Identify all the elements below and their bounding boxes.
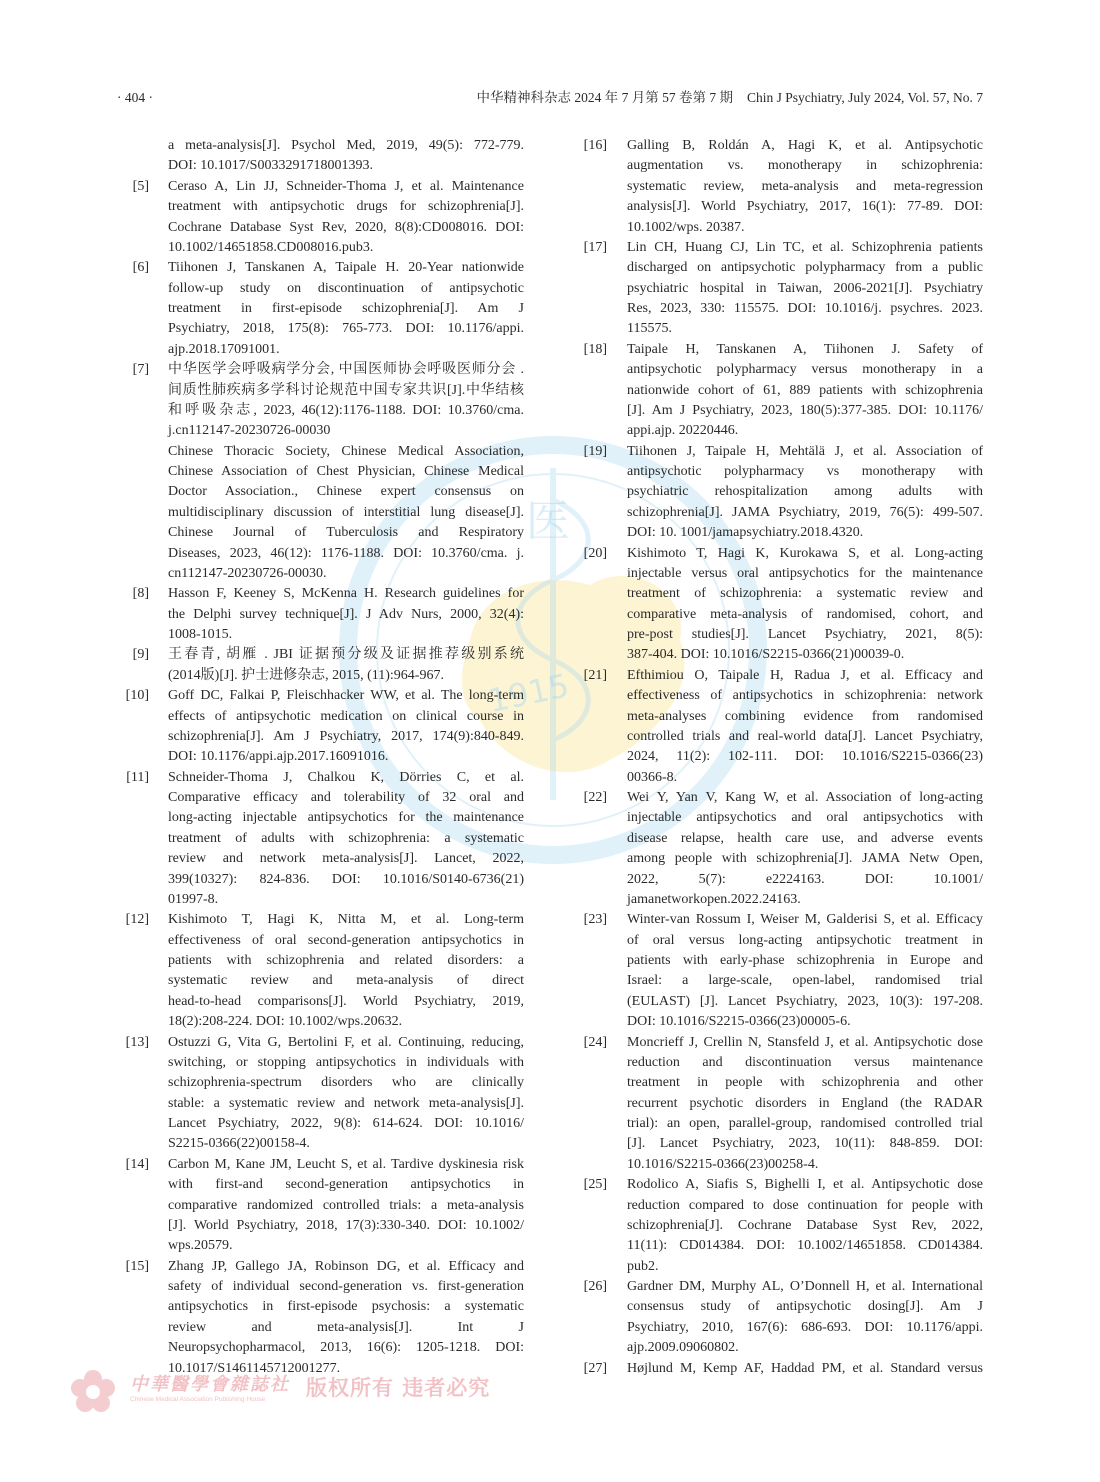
reference-text <box>168 910 524 1032</box>
reference-11 <box>108 768 524 911</box>
reference-line: 2022, 5(7): e2224163. DOI: 10.1001/ <box>627 871 983 887</box>
reference-21 <box>566 666 983 788</box>
reference-line: Schneider-Thoma J, Chalkou K, Dörries C, et al. <box>168 769 524 785</box>
reference-line: Kishimoto T, Hagi K, Kurokawa S, et al. Long-acting <box>627 545 983 561</box>
reference-line: discharged on antipsychotic polypharmacy from a public <box>627 260 983 276</box>
watermark-year: 1915 <box>484 666 573 721</box>
reference-line: effectiveness of oral second-generation antipsychotics in <box>168 932 524 948</box>
reference-number: [16] <box>583 138 607 153</box>
reference-line: a meta-analysis[J]. Psychol Med, 2019, 49(5): 772-779. <box>168 138 524 153</box>
reference-number: [27] <box>583 1360 607 1376</box>
reference-number: [11] <box>126 769 149 785</box>
reference-19 <box>566 442 983 544</box>
reference-line: 中华医学会呼吸病学分会, 中国医师协会呼吸医师分会 . <box>168 362 524 378</box>
reference-26 <box>566 1277 983 1359</box>
reference-line: j.cn112147-20230726-00030 <box>168 423 331 439</box>
reference-text <box>627 340 983 442</box>
reference-24 <box>566 1033 983 1176</box>
reference-line: Zhang JP, Gallego JA, Robinson DG, et al. Efficacy and <box>168 1258 524 1274</box>
running-header <box>117 88 983 108</box>
reference-line: Psychiatry, 2010, 167(6): 686-693. DOI: 10.1176/appi. <box>627 1319 983 1335</box>
reference-number: [13] <box>125 1034 149 1050</box>
reference-line: 王春青, 胡雁 . JBI 证据预分级及证据推荐级别系统 <box>168 647 524 663</box>
reference-text <box>627 666 983 788</box>
reference-line: DOI: 10.1176/appi.ajp.2017.16091016. <box>168 749 389 765</box>
reference-text <box>168 1033 524 1155</box>
reference-text <box>627 136 983 238</box>
reference-line: treatment in first-episode schizophrenia[J]. Am J <box>168 301 524 316</box>
reference-17 <box>566 238 983 340</box>
reference-line: Neuropsychopharmacol, 2013, 16(6): 1205-1218. DOI: <box>168 1340 524 1356</box>
reference-line: 387-404. DOI: 10.1016/S2215-0366(21)00039-0. <box>627 647 905 663</box>
reference-line: jamanetworkopen.2022.24163. <box>627 891 801 907</box>
reference-line: appi.ajp. 20220446. <box>627 423 739 439</box>
reference-9 <box>108 645 524 686</box>
reference-line: among people with schizophrenia[J]. JAMA Netw Open, <box>627 851 983 867</box>
reference-number: [9] <box>132 647 149 663</box>
reference-line: Chinese Journal of Tuberculosis and Respiratory <box>168 525 524 541</box>
reference-number: [5] <box>132 178 149 194</box>
reference-line: disease relapse, health care use, and adverse events <box>627 830 983 846</box>
reference-text <box>627 442 983 544</box>
reference-line: head-to-head comparisons[J]. World Psychiatry, 2019, <box>168 993 524 1009</box>
reference-number: [26] <box>583 1279 607 1294</box>
reference-10 <box>108 686 524 768</box>
reference-line: 399(10327): 824-836. DOI: 10.1016/S0140-6736(21) <box>168 871 524 887</box>
reference-text <box>168 1257 524 1379</box>
reference-line: systematic review, meta-analysis and meta-regression <box>627 178 983 194</box>
publisher-name-en: Chinese Medical Association Publishing House <box>130 1396 266 1403</box>
reference-line: treatment with antipsychotic drugs for schizophrenia[J]. <box>168 199 524 215</box>
reference-number: [18] <box>583 341 607 357</box>
reference-line: treatment in people with schizophrenia and other <box>627 1075 983 1091</box>
reference-text <box>627 1033 983 1176</box>
reference-text <box>627 1175 983 1277</box>
reference-line: Lancet Psychiatry, 2022, 9(8): 614-624. DOI: 10.1016/ <box>168 1116 524 1131</box>
reference-line: effects of antipsychotic medication on clinical course in <box>168 708 524 724</box>
reference-line: comparative meta-analysis of randomised, cohort, and <box>627 606 983 622</box>
reference-number: [25] <box>583 1177 607 1193</box>
reference-line: switching, or stopping antipsychotics in individuals with <box>168 1054 524 1070</box>
reference-line: wps.20579. <box>168 1238 233 1254</box>
reference-7 <box>108 360 524 584</box>
reference-line: 115575. <box>627 321 672 337</box>
reference-text <box>168 258 524 360</box>
reference-text <box>168 686 524 768</box>
reference-line: 10.1002/14651858.CD008016.pub3. <box>168 239 374 255</box>
reference-line: injectable versus oral antipsychotics for the maintenance <box>627 565 983 581</box>
reference-line: S2215-0366(22)00158-4. <box>168 1136 310 1152</box>
reference-line: (2014版)[J]. 护士进修杂志, 2015, (11):964-967. <box>168 667 444 683</box>
reference-27 <box>566 1359 983 1379</box>
reference-22 <box>566 788 983 910</box>
reference-line: comparative randomized controlled trials: a meta-analysis <box>168 1197 524 1213</box>
reference-line: Chinese Thoracic Society, Chinese Medical Association, <box>168 443 524 459</box>
reference-line: Goff DC, Falkai P, Fleischhacker WW, et al. The long-term <box>168 688 524 704</box>
reference-line: 10.1002/wps. 20387. <box>627 219 745 235</box>
reference-line: nationwide cohort of 61, 889 patients with schizophrenia <box>627 382 983 398</box>
reference-line: Moncrieff J, Crellin N, Stansfeld J, et al. Antipsychotic dose <box>627 1034 983 1050</box>
reference-text <box>627 1277 983 1359</box>
reference-line: consensus study of antipsychotic dosing[J]. Am J <box>627 1299 983 1315</box>
reference-16 <box>566 136 983 238</box>
reference-line: Tiihonen J, Tanskanen A, Taipale H. 20-Year nationwide <box>168 260 524 276</box>
reference-line: Carbon M, Kane JM, Leucht S, et al. Tardive dyskinesia risk <box>168 1156 524 1172</box>
reference-line: Israel: a large-scale, open-label, randomised trial <box>627 973 983 989</box>
reference-line: long-acting injectable antipsychotics for the maintenance <box>168 810 524 826</box>
reference-line: [J]. Lancet Psychiatry, 2023, 10(11): 848-859. DOI: <box>627 1136 983 1152</box>
reference-line: antipsychotic polypharmacy versus monotherapy in a <box>627 362 983 378</box>
reference-line: pre-post studies[J]. Lancet Psychiatry, 2021, 8(5): <box>627 627 983 642</box>
reference-8 <box>108 584 524 645</box>
reference-number: [21] <box>583 667 607 683</box>
reference-line: treatment of schizophrenia: a systematic review and <box>627 586 983 602</box>
reference-line: meta-analyses combining evidence from randomised <box>627 708 983 724</box>
publisher-name-cn: 中華醫學會雜誌社 <box>130 1374 290 1394</box>
reference-line: [J]. Am J Psychiatry, 2023, 180(5):377-385. DOI: 10.1176/ <box>627 402 983 418</box>
reference-23 <box>566 910 983 1032</box>
reference-line: 18(2):208-224. DOI: 10.1002/wps.20632. <box>168 1014 403 1030</box>
reference-line: ajp.2018.17091001. <box>168 341 280 357</box>
reference-line: 1008-1015. <box>168 627 233 642</box>
reference-line: Lin CH, Huang CJ, Lin TC, et al. Schizophrenia patients <box>627 239 983 255</box>
watermark-char: 医 <box>526 496 570 547</box>
reference-line: Comparative efficacy and tolerability of 32 oral and <box>168 790 524 805</box>
reference-line: patients with schizophrenia and related disorders: a <box>168 953 524 968</box>
reference-line: ajp.2009.09060802. <box>627 1340 739 1356</box>
journal-title-cn: 中华精神科杂志 2024 年 7 月第 57 卷第 7 期 <box>476 90 733 105</box>
reference-text <box>627 1359 983 1379</box>
reference-number: [14] <box>125 1156 149 1172</box>
reference-line: pub2. <box>627 1258 659 1274</box>
reference-6 <box>108 258 524 360</box>
reference-line: Winter-van Rossum I, Weiser M, Galderisi S, et al. Efficacy <box>627 912 983 928</box>
reference-line: Cochrane Database Syst Rev, 2020, 8(8):CD008016. DOI: <box>168 219 524 235</box>
reference-line: Efthimiou O, Taipale H, Radua J, et al. Efficacy and <box>627 667 983 683</box>
reference-12 <box>108 910 524 1032</box>
reference-line: schizophrenia-spectrum disorders who are clinically <box>168 1075 524 1091</box>
reference-text <box>168 136 524 177</box>
reference-line: follow-up study on discontinuation of antipsychotic <box>168 280 524 296</box>
reference-line: injectable antipsychotics and oral antipsychotics with <box>627 810 983 826</box>
reference-line: Taipale H, Tanskanen A, Tiihonen J. Safety of <box>627 341 983 357</box>
reference-line: 01997-8. <box>168 891 219 907</box>
reference-text <box>168 177 524 259</box>
reference-number: [6] <box>132 260 149 276</box>
reference-number: [7] <box>132 362 149 378</box>
reference-line: trial): an open, parallel-group, randomised controlled trial <box>627 1116 983 1131</box>
reference-line: Ceraso A, Lin JJ, Schneider-Thoma J, et al. Maintenance <box>168 178 524 194</box>
reference-line: reduction compared to dose continuation for people with <box>627 1197 983 1213</box>
reference-text <box>627 238 983 340</box>
reference-line: Rodolico A, Siafis S, Bighelli I, et al. Antipsychotic dose <box>627 1177 983 1193</box>
reference-14 <box>108 1155 524 1257</box>
reference-line: Højlund M, Kemp AF, Haddad PM, et al. Standard versus <box>627 1360 983 1376</box>
reference-number: [24] <box>583 1034 607 1050</box>
page-number: · 404 · <box>117 90 153 105</box>
reference-line: safety of individual second-generation vs. first-generation <box>168 1279 524 1294</box>
reference-line: schizophrenia[J]. Am J Psychiatry, 2017, 174(9):840-849. <box>168 728 524 744</box>
reference-line: psychiatric hospital in Taiwan, 2006-2021[J]. Psychiatry <box>627 280 983 296</box>
reference-line: DOI: 10. 1001/jamapsychiatry.2018.4320. <box>627 525 864 541</box>
reference-line: review and meta-analysis[J]. Int J <box>168 1319 524 1335</box>
reference-line: treatment of adults with schizophrenia: a systematic <box>168 830 524 846</box>
reference-line: multidisciplinary discussion of interstitial lung disease[J]. <box>168 504 524 520</box>
reference-line: cn112147-20230726-00030. <box>168 565 327 581</box>
reference-line: 间质性肺疾病多学科讨论规范中国专家共识[J].中华结核 <box>168 382 524 398</box>
reference-line: patients with early-phase schizophrenia in Europe and <box>627 953 983 968</box>
reference-line: Galling B, Roldán A, Hagi K, et al. Antipsychotic <box>627 138 983 153</box>
reference-line: 10.1016/S2215-0366(23)00258-4. <box>627 1156 819 1172</box>
reference-line: antipsychotics in first-episode psychosis: a systematic <box>168 1299 524 1315</box>
reference-line: 10.1017/S1461145712001277. <box>168 1360 341 1376</box>
reference-line: DOI: 10.1016/S2215-0366(23)00005-6. <box>627 1014 851 1030</box>
reference-line: systematic review and meta-analysis of direct <box>168 973 524 989</box>
reference-line: 和呼吸杂志, 2023, 46(12):1176-1188. DOI: 10.3760/cma. <box>168 402 524 418</box>
reference-line: reduction and discontinuation versus maintenance <box>627 1054 983 1070</box>
reference-line: augmentation vs. monotherapy in schizophrenia: <box>627 158 983 174</box>
reference-line: recurrent psychotic disorders in England (the RADAR <box>627 1095 983 1111</box>
reference-5 <box>108 177 524 259</box>
reference-line: Ostuzzi G, Vita G, Bertolini F, et al. Continuing, reducing, <box>168 1034 524 1050</box>
reference-line: schizophrenia[J]. Cochrane Database Syst Rev, 2022, <box>627 1217 983 1233</box>
reference-number: [12] <box>125 912 149 928</box>
reference-line: Diseases, 2023, 46(12): 1176-1188. DOI: 10.3760/cma. j. <box>168 545 524 561</box>
reference-line: effectiveness of antipsychotics in schizophrenia: network <box>627 688 983 704</box>
reference-line: Hasson F, Keeney S, McKenna H. Research guidelines for <box>168 586 524 602</box>
reference-number: [17] <box>583 239 607 255</box>
reference-line: stable: a systematic review and network meta-analysis[J]. <box>168 1095 524 1111</box>
journal-title <box>476 88 983 108</box>
reference-line: review and network meta-analysis[J]. Lancet, 2022, <box>168 851 524 867</box>
reference-text <box>168 645 524 686</box>
reference-text <box>627 910 983 1032</box>
reference-15 <box>108 1257 524 1379</box>
reference-line: Kishimoto T, Hagi K, Nitta M, et al. Long-term <box>168 912 524 928</box>
reference-line: antipsychotic polypharmacy vs monotherapy with <box>627 464 983 479</box>
reference-text <box>168 360 524 584</box>
reference-line: Chinese Association of Chest Physician, Chinese Medical <box>168 464 524 479</box>
reference-line: 00366-8. <box>627 769 678 785</box>
reference-13 <box>108 1033 524 1155</box>
reference-line: (EULAST) [J]. Lancet Psychiatry, 2023, 10(3): 197-208. <box>627 993 983 1009</box>
reference-line: analysis[J]. World Psychiatry, 2017, 16(1): 77-89. DOI: <box>627 199 983 215</box>
reference-line: psychiatric rehospitalization among adults with <box>627 484 983 500</box>
reference-18 <box>566 340 983 442</box>
reference-20 <box>566 544 983 666</box>
right-column <box>566 136 983 1379</box>
reference-line: Gardner DM, Murphy AL, O’Donnell H, et al. International <box>627 1279 983 1294</box>
journal-title-en: Chin J Psychiatry, July 2024, Vol. 57, No. 7 <box>746 90 983 105</box>
left-column <box>108 136 524 1379</box>
reference-line: Psychiatry, 2018, 175(8): 765-773. DOI: 10.1176/appi. <box>168 321 524 337</box>
reference-line: DOI: 10.1017/S0033291718001393. <box>168 158 373 174</box>
reference-line: controlled trials and real-world data[J]. Lancet Psychiatry, <box>627 728 983 744</box>
reference-number: [10] <box>125 688 149 704</box>
reference-line: Wei Y, Yan V, Kang W, et al. Association of long-acting <box>627 790 983 805</box>
reference-number: [19] <box>583 443 607 459</box>
reference-continued <box>108 136 524 177</box>
reference-line: [J]. World Psychiatry, 2018, 17(3):330-340. DOI: 10.1002/ <box>168 1217 524 1233</box>
reference-25 <box>566 1175 983 1277</box>
reference-text <box>168 1155 524 1257</box>
reference-line: schizophrenia[J]. JAMA Psychiatry, 2019, 76(5): 499-507. <box>627 504 983 520</box>
reference-line: of oral versus long-acting antipsychotic treatment in <box>627 932 983 948</box>
reference-line: Res, 2023, 330: 115575. DOI: 10.1016/j. psychres. 2023. <box>627 301 983 316</box>
reference-text <box>168 584 524 645</box>
reference-line: 2024, 11(2): 102-111. DOI: 10.1016/S2215-0366(23) <box>627 749 983 765</box>
reference-line: 11(11): CD014384. DOI: 10.1002/14651858. CD014384. <box>627 1238 983 1254</box>
reference-number: [22] <box>583 790 607 805</box>
copyright-notice: 版权所有 违者必究 <box>306 1376 491 1400</box>
reference-number: [20] <box>583 545 607 561</box>
reference-text <box>627 788 983 910</box>
reference-text <box>168 768 524 911</box>
reference-line: with first-and second-generation antipsychotics in <box>168 1177 524 1193</box>
reference-line: Tiihonen J, Taipale H, Mehtälä J, et al. Association of <box>627 443 983 459</box>
reference-text <box>627 544 983 666</box>
reference-line: the Delphi survey technique[J]. J Adv Nurs, 2000, 32(4): <box>168 606 524 622</box>
reference-line: Doctor Association., Chinese expert consensus on <box>168 484 524 500</box>
reference-number: [23] <box>583 912 607 928</box>
reference-number: [15] <box>125 1258 149 1274</box>
reference-number: [8] <box>132 586 149 602</box>
